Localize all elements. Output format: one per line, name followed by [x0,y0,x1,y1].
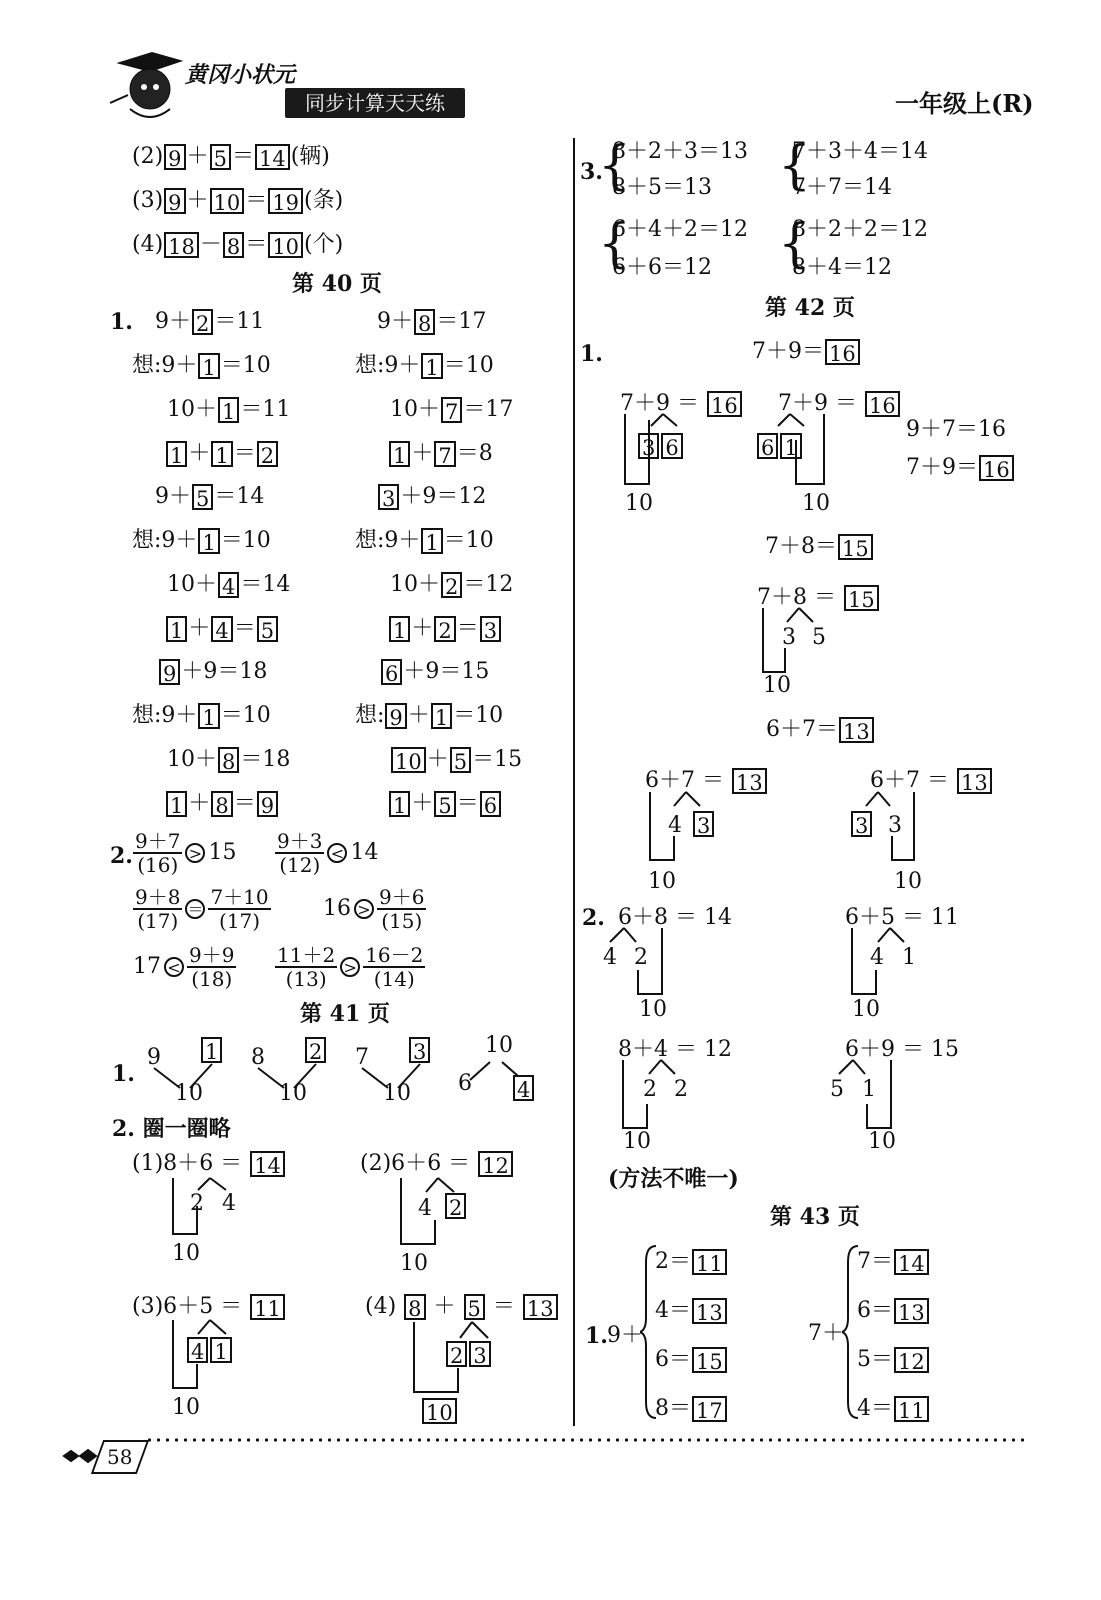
equation: 9＋ 5 ＝14 [155,484,265,511]
comparison: 16 > $\frac{9+6}{(15)}$ [323,885,425,933]
ten-label: 10 [400,1251,428,1276]
equation: 7＋3＋4＝14 [792,139,928,164]
question-number: 1. [110,309,133,335]
comparison: $\frac{11+2}{(13)}$ > $\frac{16-2}{(14)}$ [277,943,424,991]
footer-diamond-icon [62,1446,98,1466]
equation: 1 ＋ 1 ＝ 2 [165,440,279,468]
brace: { [778,214,812,274]
ten-label: 10 [625,491,653,516]
equation: 6＋4＋2＝12 [612,217,748,242]
equation: 10＋ 4 ＝14 [167,572,291,599]
equation: 想:9＋ 1 ＝10 [355,353,494,380]
equation: 8＋2＋2＝12 [792,217,928,242]
ten-label: 10 [648,869,676,894]
equation: 1 ＋ 7 ＝8 [388,440,493,468]
equation: 4＝ 11 [857,1395,930,1423]
ten-label: 10 [852,997,880,1022]
bond-box: 1 [200,1036,223,1064]
make-ten-equation: 7＋8 ＝ 15 [757,584,880,612]
equation-lead: 9＋ [607,1323,643,1348]
ten-label: 10 [639,997,667,1022]
bond-part: 9 [147,1045,161,1070]
ten-label: 10 [802,491,830,516]
grade-label: 一年级上(R) [895,89,1034,118]
ten-label: 10 [763,673,791,698]
p39-answer-row: (3) 9 ＋ 10 ＝ 19 (条) [132,188,344,215]
equation: 9＋ 2 ＝11 [155,309,265,336]
bond-part: 6 [458,1071,472,1096]
ten-box: 10 [421,1397,458,1425]
section-title-p41: 第 41 页 [300,1001,390,1027]
ten-label: 10 [172,1241,200,1266]
equation: 1 ＋ 2 ＝ 3 [388,615,502,643]
make-ten-equation: 6＋8 ＝ 14 [618,905,732,930]
section-title-p42: 第 42 页 [765,295,855,321]
question-number: 2. [582,905,605,931]
split-box: 6 1 [756,432,803,460]
make-ten-equation: (1)8＋6 ＝ 14 [132,1150,286,1178]
equation: 1 ＋ 5 ＝ 6 [388,790,502,818]
split-part: 4 [418,1196,432,1221]
equation: 4＝ 13 [655,1297,728,1325]
bond-whole: 10 [485,1033,513,1058]
p39-answer-row: (2) 9 ＋ 5 ＝ 14 (辆) [132,144,330,171]
equation: 想: 9 ＋ 1 ＝10 [355,703,504,730]
p39-answer-row: (4) 18 － 8 ＝ 10 (个) [132,232,344,259]
ten-label: 10 [623,1129,651,1154]
bond-box: 3 [408,1036,431,1064]
question-number: 1. [585,1323,608,1349]
bond-whole: 10 [279,1081,307,1106]
make-ten-lines [160,1176,260,1246]
split-part: 3 [782,625,796,650]
split-part: 5 [830,1077,844,1102]
split-box: 3 [692,810,715,838]
equation: 9＋ 8 ＝17 [377,309,487,336]
split-part: 2 [634,945,648,970]
make-ten-equation: (3)6＋5 ＝ 11 [132,1293,286,1321]
section-title-p43: 第 43 页 [770,1204,860,1230]
split-box: 4 1 [186,1336,233,1364]
split-part: 1 [902,945,916,970]
brand-title: 黄冈小状元 [185,63,296,88]
comparison: $\frac{9+7}{(16)} > 15$ [135,829,237,877]
equation: 7＋7＝14 [792,175,892,200]
brace: { [778,136,812,196]
equation-lead: 7＋ [808,1321,844,1346]
question-number: 1. [580,341,603,367]
equation: 想:9＋ 1 ＝10 [132,528,271,555]
brace: { [598,214,632,274]
question-number: 1. [112,1061,135,1087]
bond-part: 8 [251,1045,265,1070]
make-ten-lines [640,790,740,870]
note: (方法不唯一) [608,1166,739,1192]
column-divider [573,138,575,1426]
make-ten-equation: 6＋7 ＝ 13 [645,767,768,795]
equation: 10＋ 2 ＝12 [390,572,514,599]
equation: 5＝ 12 [857,1346,930,1374]
equation: 6＋6＝12 [612,255,712,280]
split-part: 4 [603,945,617,970]
make-ten-equation: 6＋7 ＝ 13 [870,767,993,795]
split-part: 4 [222,1191,236,1216]
section-title-p40: 第 40 页 [292,271,382,297]
equation: 10 ＋ 5 ＝15 [390,746,522,774]
equation: 10＋ 7 ＝17 [390,397,514,424]
split-part: 5 [812,625,826,650]
make-ten-lines [388,1176,488,1256]
equation: 1 ＋ 4 ＝ 5 [165,615,279,643]
brace: { [598,136,632,196]
equation: 10＋ 8 ＝18 [167,747,291,774]
equation: 2＝ 11 [655,1248,728,1276]
split-box: 2 3 [445,1340,492,1368]
equation: 3 ＋9＝12 [377,483,486,511]
make-ten-lines [613,1058,713,1138]
comparison: $\frac{9+3}{(12)} < 14$ [277,829,379,877]
comparison: $\frac{9+8}{(17)}$ ＝ $\frac{7+10}{(17)}$ [135,885,269,933]
split-part: 2 [674,1077,688,1102]
ten-label: 10 [894,869,922,894]
equation: 6 ＋9＝15 [380,658,489,686]
question-number: 3. [580,159,603,185]
question-number: 2. 圈一圈略 [112,1116,231,1142]
split-box: 2 [444,1192,467,1220]
split-part: 4 [870,945,884,970]
footer-dotted-line [145,1438,1030,1442]
page-number: 58 [91,1440,149,1474]
equation: 8＝ 17 [655,1395,728,1423]
equation: 10＋ 1 ＝11 [167,397,291,424]
comparison: 17 < $\frac{9+9}{(18)}$ [133,943,235,991]
split-part: 1 [862,1077,876,1102]
equation: 想:9＋ 1 ＝10 [132,703,271,730]
equation: 9 ＋9＝18 [158,658,267,686]
split-box: 3 [850,810,873,838]
equation: 8＋5＝13 [612,175,712,200]
equation: 1 ＋ 8 ＝ 9 [165,790,279,818]
make-ten-equation: 6＋5 ＝ 11 [845,905,959,930]
ten-label: 10 [172,1395,200,1420]
split-part: 3 [888,813,902,838]
equation: 7＋9＝ 16 [752,338,861,366]
bond-whole: 10 [175,1081,203,1106]
make-ten-equation: (4) 8 ＋ 5 ＝ 13 [365,1293,559,1321]
make-ten-equation: 7＋9 ＝ 16 [778,390,901,418]
mascot-logo [100,45,190,125]
equation: 7＋8＝ 15 [765,533,874,561]
bond-whole: 10 [383,1081,411,1106]
split-part: 2 [190,1191,204,1216]
equation: 7＝ 14 [857,1248,930,1276]
make-ten-equation: 7＋9 ＝ 16 [620,390,743,418]
equation: 想:9＋ 1 ＝10 [355,528,494,555]
bond-box: 4 [512,1074,535,1102]
make-ten-equation: 6＋9 ＝ 15 [845,1037,959,1062]
bond-part: 7 [355,1045,369,1070]
equation: 6＝ 15 [655,1346,728,1374]
series-title: 同步计算天天练 [285,88,465,118]
equation: 8＋4＝12 [792,255,892,280]
split-box: 3 6 [637,432,684,460]
split-part: 4 [668,813,682,838]
equation: 8＋2＋3＝13 [612,139,748,164]
make-ten-lines [842,926,942,1006]
make-ten-equation: 8＋4 ＝ 12 [618,1037,732,1062]
equation: 9＋7＝16 [906,417,1006,442]
split-part: 2 [643,1077,657,1102]
equation: 6＝ 13 [857,1297,930,1325]
equation: 7＋9＝ 16 [906,454,1015,482]
make-ten-equation: (2)6＋6 ＝ 12 [360,1150,514,1178]
equation: 6＋7＝ 13 [766,716,875,744]
bond-box: 2 [304,1036,327,1064]
question-number: 2. [110,843,133,869]
ten-label: 10 [868,1129,896,1154]
equation: 想:9＋ 1 ＝10 [132,353,271,380]
